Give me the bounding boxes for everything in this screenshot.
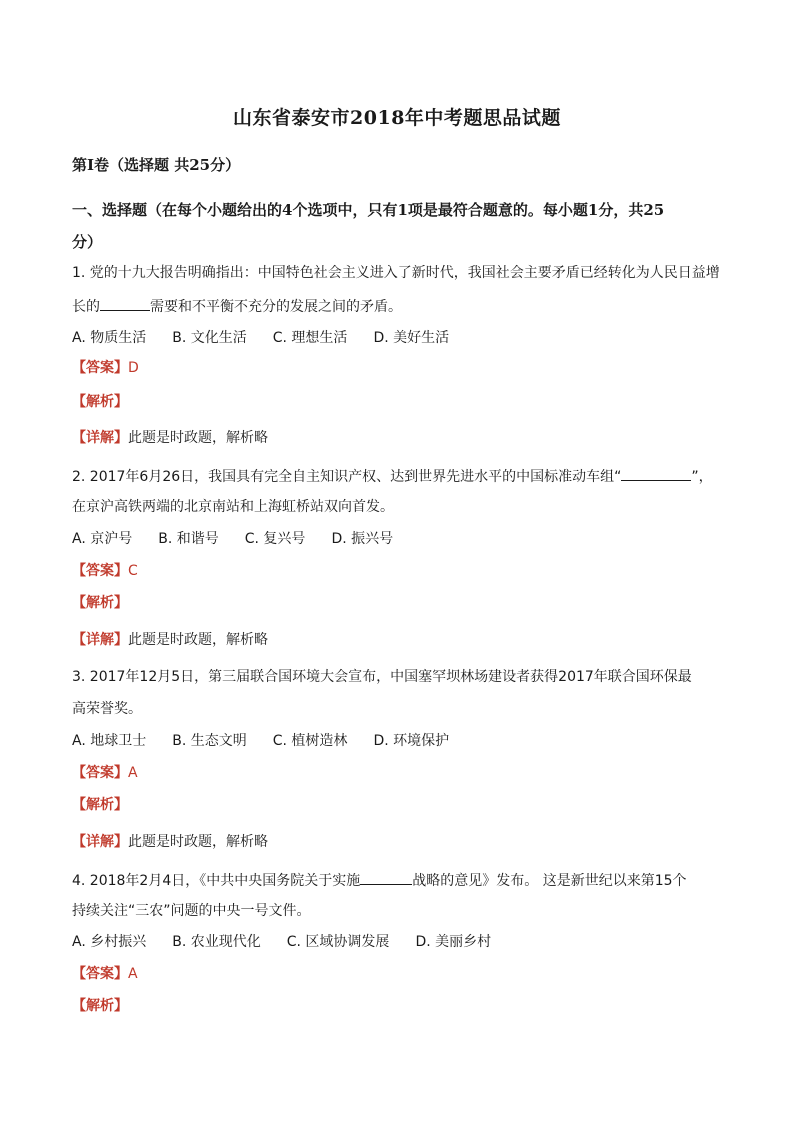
question-2-stem-text: 2. 2017年6月26日，我国具有完全自主知识产权、达到世界先进水平的中国标准动车组“: [72, 469, 622, 485]
question-1-analysis: [72, 392, 724, 412]
detail-label: 【详解】: [72, 834, 128, 850]
question-2-detail: [72, 630, 724, 650]
question-4-option-b: B. 农业现代化: [172, 934, 261, 950]
answer-label: 【答案】: [72, 360, 128, 376]
answer-label: 【答案】: [72, 765, 128, 781]
question-4-options: [72, 932, 724, 952]
part-heading-line2: 分）: [72, 233, 103, 251]
question-1-option-b: B. 文化生活: [172, 330, 247, 346]
question-4-option-d: D. 美丽乡村: [415, 934, 492, 950]
question-3-option-d: D. 环境保护: [373, 733, 450, 749]
question-4-stem-text-after: 战略的意见》发布。 这是新世纪以来第15个: [412, 873, 687, 889]
question-3-options: [72, 731, 724, 751]
question-4-option-c: C. 区域协调发展: [286, 934, 390, 950]
question-1-detail: [72, 428, 724, 448]
analysis-label: 【解析】: [72, 394, 128, 410]
detail-text: 此题是时政题，解析略: [128, 430, 268, 446]
question-3-answer: [72, 763, 724, 783]
question-4-option-a: A. 乡村振兴: [72, 934, 147, 950]
answer-value: D: [128, 360, 139, 376]
question-1-stem-text: 长的: [72, 299, 100, 315]
question-3-option-c: C. 植树造林: [272, 733, 348, 749]
question-2-option-a: A. 京沪号: [72, 531, 133, 547]
answer-label: 【答案】: [72, 563, 128, 579]
question-3-detail: [72, 832, 724, 852]
question-2-answer: [72, 561, 724, 581]
question-1-blank: [100, 295, 150, 311]
question-1-options: [72, 328, 724, 348]
question-1-answer: [72, 358, 724, 378]
question-4-answer: [72, 964, 724, 984]
detail-text: 此题是时政题，解析略: [128, 632, 268, 648]
question-3-option-a: A. 地球卫士: [72, 733, 147, 749]
question-1-stem-line2: [72, 295, 724, 317]
question-2-options: [72, 529, 724, 549]
part-heading-line1: 一、选择题（在每个小题给出的4个选项中，只有1项是最符合题意的。每小题1分，共25: [72, 201, 665, 219]
analysis-label: 【解析】: [72, 595, 128, 611]
question-2-analysis: [72, 593, 724, 613]
analysis-label: 【解析】: [72, 998, 128, 1014]
question-1-stem-text-after: 需要和不平衡不充分的发展之间的矛盾。: [150, 299, 402, 315]
question-3-stem-line2: 高荣誉奖。: [72, 701, 142, 717]
question-1-stem-line1: 1. 党的十九大报告明确指出：中国特色社会主义进入了新时代，我国社会主要矛盾已经转化为人民日益增: [72, 265, 720, 281]
answer-value: A: [128, 966, 138, 982]
question-1-option-c: C. 理想生活: [272, 330, 348, 346]
detail-text: 此题是时政题，解析略: [128, 834, 268, 850]
question-2-option-d: D. 振兴号: [331, 531, 394, 547]
question-2-option-c: C. 复兴号: [244, 531, 306, 547]
question-2-blank: [621, 465, 691, 481]
answer-value: A: [128, 765, 138, 781]
analysis-label: 【解析】: [72, 797, 128, 813]
question-4-stem-line2: 持续关注“三农”问题的中央一号文件。: [72, 903, 311, 919]
section-heading: 第Ⅰ卷（选择题 共25分）: [72, 156, 241, 174]
question-3-option-b: B. 生态文明: [172, 733, 247, 749]
answer-label: 【答案】: [72, 966, 128, 982]
question-4-stem-text: 4. 2018年2月4日，《中共中央国务院关于实施: [72, 873, 361, 889]
question-3-analysis: [72, 795, 724, 815]
detail-label: 【详解】: [72, 430, 128, 446]
detail-label: 【详解】: [72, 632, 128, 648]
question-3-stem-line1: 3. 2017年12月5日，第三届联合国环境大会宣布，中国塞罕坝林场建设者获得2017年联合国环保最: [72, 669, 692, 685]
page-title: 山东省泰安市2018年中考题思品试题: [233, 107, 561, 129]
question-4-stem-line1: [72, 869, 724, 891]
question-2-stem-line1: [72, 465, 724, 487]
question-4-blank: [360, 869, 412, 885]
question-2-stem-line2: 在京沪高铁两端的北京南站和上海虹桥站双向首发。: [72, 499, 394, 515]
question-4-analysis: [72, 996, 724, 1016]
question-1-option-a: A. 物质生活: [72, 330, 147, 346]
question-1-option-d: D. 美好生活: [373, 330, 450, 346]
answer-value: C: [128, 563, 138, 579]
question-2-option-b: B. 和谐号: [158, 531, 219, 547]
question-2-stem-text-after: ”，: [691, 469, 713, 485]
